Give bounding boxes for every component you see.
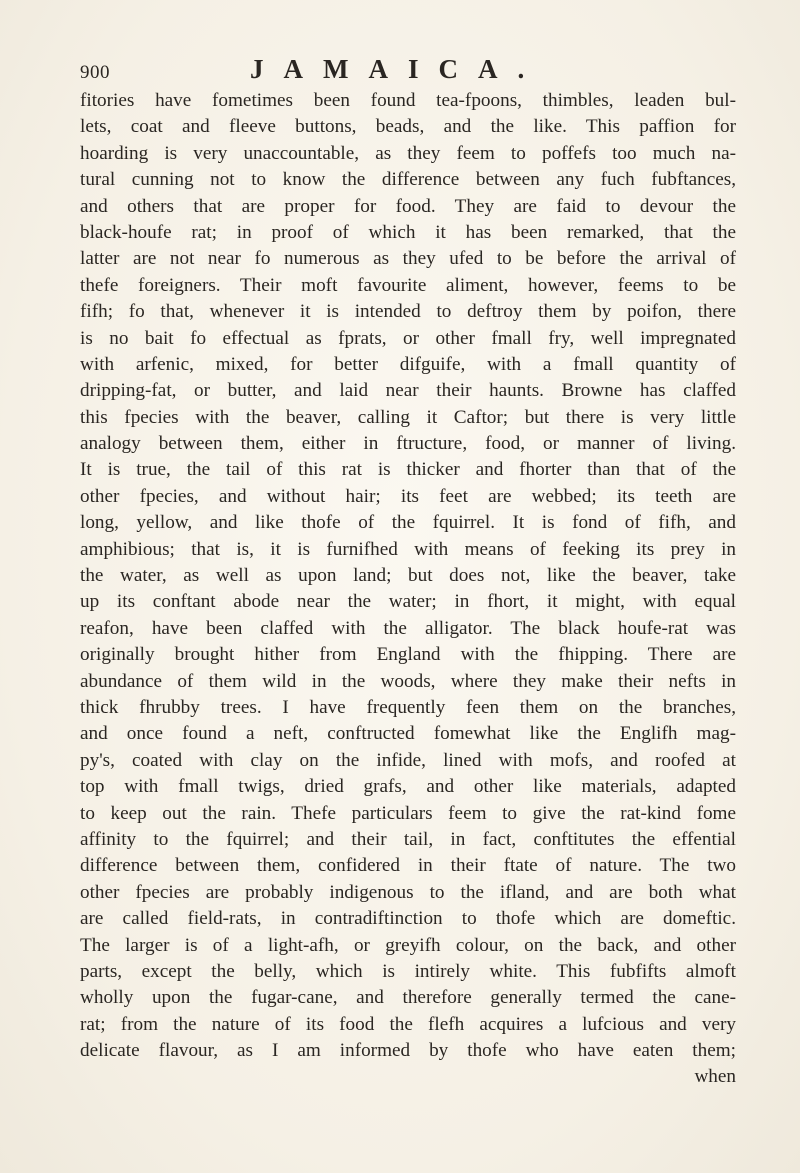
text-line: fitories have fometimes been found tea-fpoons, thimbles, leaden bul- <box>80 90 736 111</box>
text-line: this fpecies with the beaver, calling it Caftor; but there is very little <box>80 406 736 428</box>
text-line: other fpecies are probably indigenous to the ifland, and are both what <box>80 881 736 903</box>
text-line: other fpecies, and without hair; its feet are webbed; its teeth are <box>80 485 736 507</box>
body-text <box>80 88 736 1091</box>
page-number: 900 <box>80 62 110 83</box>
text-line: lets, coat and fleeve buttons, beads, and the like. This paffion for <box>80 116 736 138</box>
text-line: and once found a neft, conftructed fomewhat like the Englifh mag- <box>80 723 736 745</box>
text-line: py's, coated with clay on the infide, lined with mofs, and roofed at <box>80 749 736 771</box>
text-line: the water, as well as upon land; but does not, like the beaver, take <box>80 565 736 587</box>
text-line: fifh; fo that, whenever it is intended to deftroy them by poifon, there <box>80 301 736 323</box>
text-line: thick fhrubby trees. I have frequently feen them on the branches, <box>80 696 736 718</box>
text-line: thefe foreigners. Their moft favourite aliment, however, feems to be <box>80 274 736 296</box>
text-line: up its conftant abode near the water; in fhort, it might, with equal <box>80 591 736 613</box>
text-line: delicate flavour, as I am informed by thofe who have eaten them; <box>80 1040 736 1062</box>
text-line: rat; from the nature of its food the flefh acquires a lufcious and very <box>80 1013 736 1035</box>
text-line: wholly upon the fugar-cane, and therefore generally termed the cane- <box>80 987 736 1009</box>
running-head: JAMAICA. <box>250 54 545 84</box>
text-line: and others that are proper for food. They are faid to devour the <box>80 195 736 217</box>
text-line: The larger is of a light-afh, or greyifh colour, on the back, and other <box>80 934 736 956</box>
text-line: tural cunning not to know the difference between any fuch fubftances, <box>80 169 736 191</box>
text-line: latter are not near fo numerous as they ufed to be before the arrival of <box>80 248 736 270</box>
text-line: long, yellow, and like thofe of the fquirrel. It is fond of fifh, and <box>80 512 736 534</box>
text-line: analogy between them, either in ftructure, food, or manner of living. <box>80 433 736 455</box>
text-line: originally brought hither from England with the fhipping. There are <box>80 644 736 666</box>
text-line: hoarding is very unaccountable, as they feem to poffefs too much na- <box>80 142 736 164</box>
text-line: amphibious; that is, it is furnifhed with means of feeking its prey in <box>80 538 736 560</box>
text-line: abundance of them wild in the woods, where they make their nefts in <box>80 670 736 692</box>
text-line: It is true, the tail of this rat is thicker and fhorter than that of the <box>80 459 736 481</box>
catchword: when <box>694 1066 736 1088</box>
text-line: with arfenic, mixed, for better difguife, with a fmall quantity of <box>80 353 736 375</box>
text-line: to keep out the rain. Thefe particulars feem to give the rat-kind fome <box>80 802 736 824</box>
text-line: parts, except the belly, which is intirely white. This fubfifts almoft <box>80 960 736 982</box>
text-line: top with fmall twigs, dried grafs, and other like materials, adapted <box>80 776 736 798</box>
text-line: black-houfe rat; in proof of which it has been remarked, that the <box>80 221 736 243</box>
text-line: affinity to the fquirrel; and their tail, in fact, conftitutes the effential <box>80 828 736 850</box>
page-header <box>80 54 545 86</box>
text-line: dripping-fat, or butter, and laid near their haunts. Browne has claffed <box>80 380 736 402</box>
text-line: difference between them, confidered in their ftate of nature. The two <box>80 855 736 877</box>
text-line: is no bait fo effectual as fprats, or other fmall fry, well impregnated <box>80 327 736 349</box>
text-line: reafon, have been claffed with the alligator. The black houfe-rat was <box>80 617 736 639</box>
text-line: are called field-rats, in contradiftinction to thofe which are domeftic. <box>80 908 736 930</box>
